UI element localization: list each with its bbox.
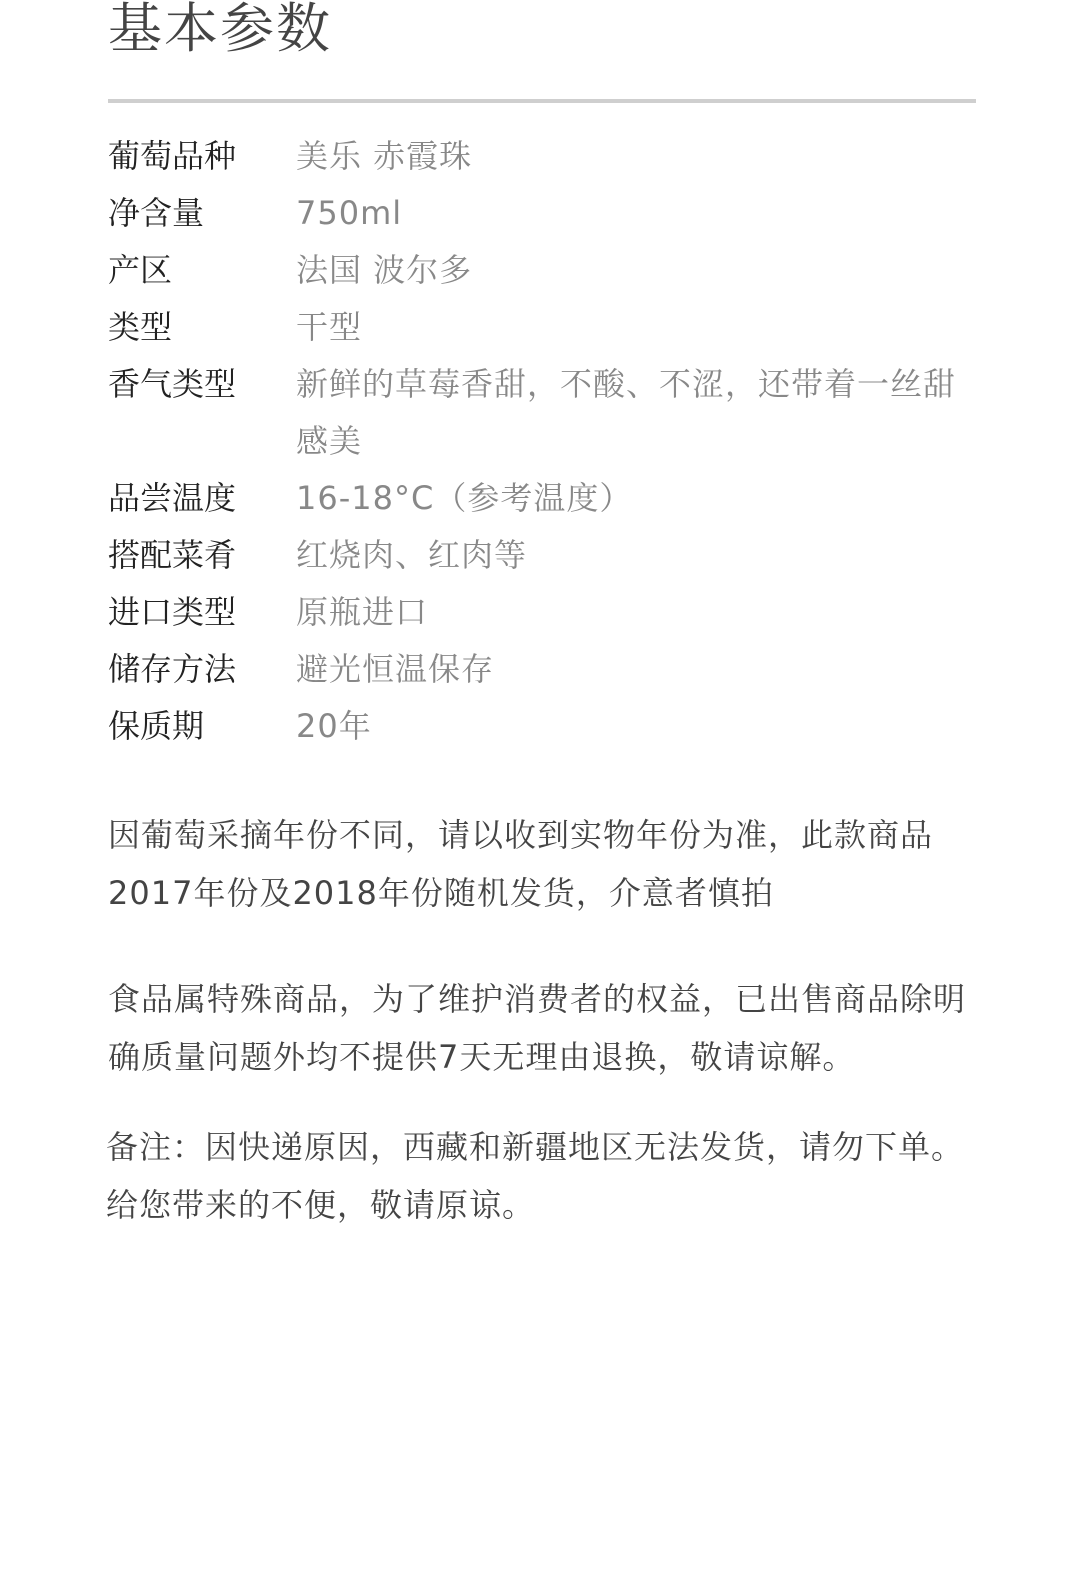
spec-value: 20年 xyxy=(296,707,372,745)
spec-value: 法国 波尔多 xyxy=(296,251,473,289)
spec-row-serving-temperature xyxy=(108,470,976,527)
return-policy-note: 食品属特殊商品，为了维护消费者的权益，已出售商品除明确质量问题外均不提供7天无理由退换，敬请谅解。 xyxy=(108,980,967,1076)
spec-label: 品尝温度 xyxy=(108,479,237,517)
spec-label: 保质期 xyxy=(108,707,205,745)
spec-row-aroma xyxy=(108,356,976,470)
spec-label: 储存方法 xyxy=(108,650,237,688)
spec-label: 类型 xyxy=(108,308,173,346)
spec-value: 16-18°C（参考温度） xyxy=(296,479,633,517)
spec-value: 美乐 赤霞珠 xyxy=(296,137,473,175)
spec-value: 新鲜的草莓香甜，不酸、不涩，还带着一丝甜感美 xyxy=(296,365,957,460)
shipping-note: 备注：因快递原因，西藏和新疆地区无法发货，请勿下单。给您带来的不便，敬请原谅。 xyxy=(106,1128,965,1224)
spec-value: 避光恒温保存 xyxy=(296,650,495,688)
spec-label: 搭配菜肴 xyxy=(108,536,237,574)
title-divider xyxy=(108,99,976,103)
spec-label: 产区 xyxy=(108,251,173,289)
spec-row-grape-variety xyxy=(108,128,976,185)
spec-label: 香气类型 xyxy=(108,365,237,403)
spec-label: 进口类型 xyxy=(108,593,237,631)
spec-row-food-pairing xyxy=(108,527,976,584)
vintage-note: 因葡萄采摘年份不同，请以收到实物年份为准，此款商品2017年份及2018年份随机发货，介意者慎拍 xyxy=(108,816,934,912)
spec-label: 葡萄品种 xyxy=(108,137,237,175)
spec-row-type xyxy=(108,299,976,356)
spec-row-storage xyxy=(108,641,976,698)
spec-value: 750ml xyxy=(296,194,403,232)
spec-row-import-type xyxy=(108,584,976,641)
spec-table xyxy=(108,128,976,755)
spec-row-net-content xyxy=(108,185,976,242)
spec-value: 红烧肉、红肉等 xyxy=(296,536,528,574)
spec-value: 原瓶进口 xyxy=(296,593,429,631)
section-title: 基本参数 xyxy=(108,0,332,60)
spec-row-origin xyxy=(108,242,976,299)
spec-row-shelf-life xyxy=(108,698,976,755)
spec-value: 干型 xyxy=(296,308,363,346)
spec-label: 净含量 xyxy=(108,194,205,232)
